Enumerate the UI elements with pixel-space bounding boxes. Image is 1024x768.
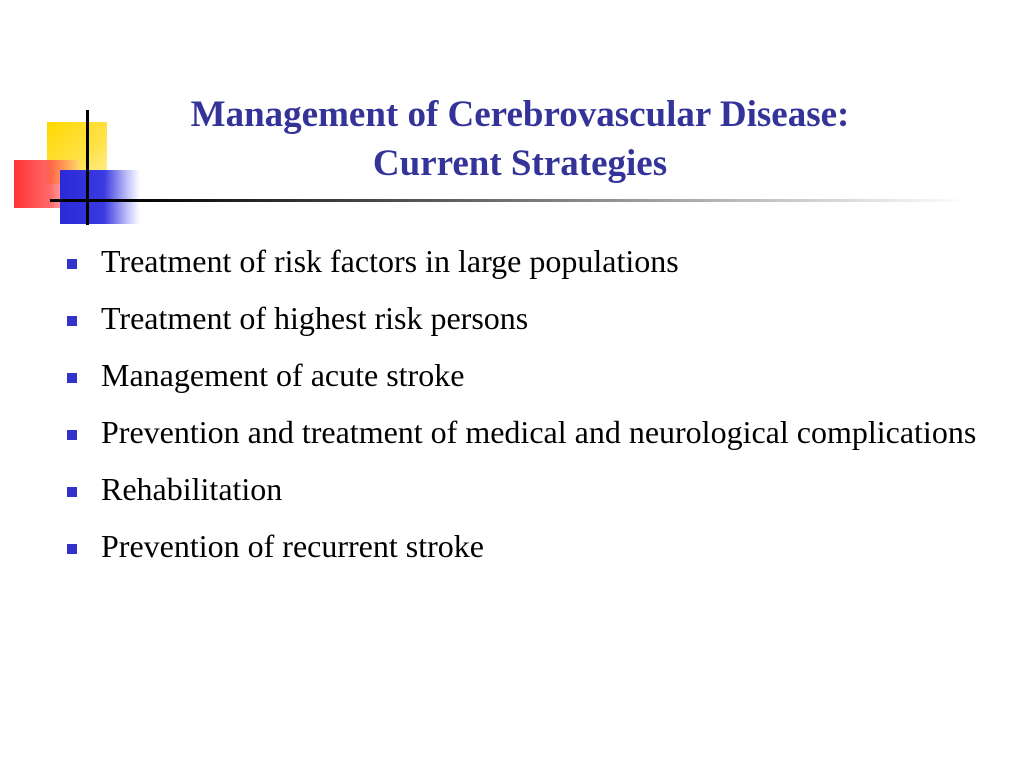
bullet-text: Prevention of recurrent stroke <box>101 528 484 564</box>
bullet-item <box>64 354 994 396</box>
bullet-text: Rehabilitation <box>101 471 283 507</box>
bullet-text: Treatment of highest risk persons <box>101 300 529 336</box>
square-bullet-icon <box>67 430 77 440</box>
logo-vertical-line <box>86 110 89 225</box>
bullet-text: Treatment of risk factors in large populations <box>101 243 679 279</box>
bullet-text: Management of acute stroke <box>101 357 465 393</box>
square-bullet-icon <box>67 373 77 383</box>
bullet-text: Prevention and treatment of medical and neurological complications <box>101 414 977 450</box>
square-bullet-icon <box>67 544 77 554</box>
title-underline <box>50 199 970 202</box>
bullet-item <box>64 297 994 339</box>
slide-title-line2: Current Strategies <box>372 143 668 184</box>
bullet-list <box>64 240 994 582</box>
bullet-item <box>64 240 994 282</box>
slide-title <box>90 90 950 188</box>
square-bullet-icon <box>67 259 77 269</box>
square-bullet-icon <box>67 487 77 497</box>
bullet-item <box>64 525 994 567</box>
bullet-item <box>64 411 994 453</box>
square-bullet-icon <box>67 316 77 326</box>
bullet-item <box>64 468 994 510</box>
slide-title-line1: Management of Cerebrovascular Disease: <box>190 94 850 135</box>
